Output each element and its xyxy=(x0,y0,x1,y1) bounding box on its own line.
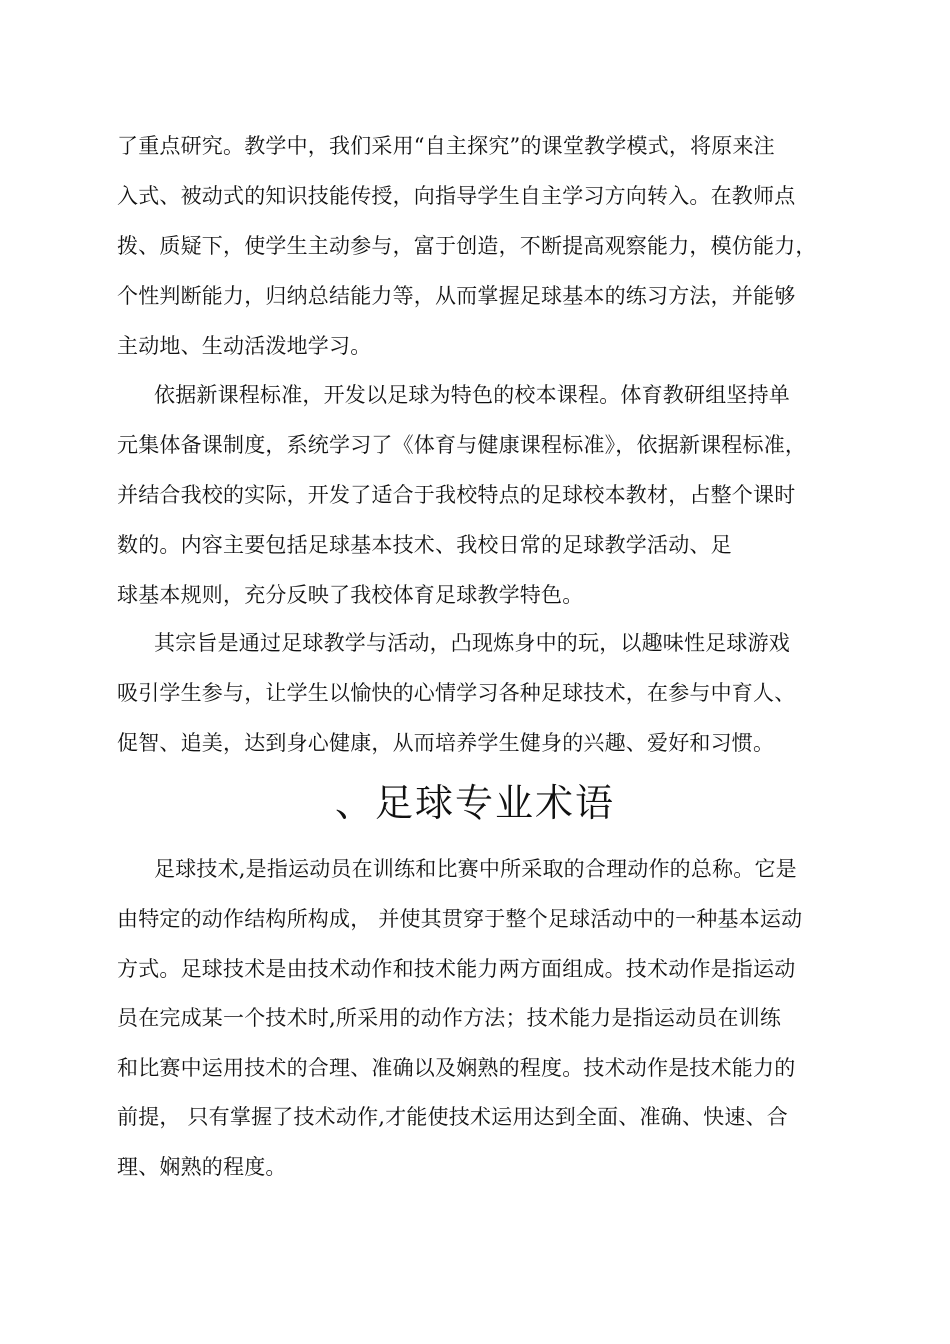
text-line: 促智、追美，达到身心健康，从而培养学生健身的兴趣、爱好和习惯。 xyxy=(117,731,775,755)
text-line: 理、娴熟的程度。 xyxy=(117,1155,287,1179)
text-line: 个性判断能力，归纳总结能力等，从而掌握足球基本的练习方法，并能够 xyxy=(117,284,796,308)
text-line: 了重点研究。教学中，我们采用“自主探究”的课堂教学模式，将原来注 xyxy=(117,134,775,158)
text-line: 数的。内容主要包括足球基本技术、我校日常的足球教学活动、足 xyxy=(117,533,732,557)
text-line: 由特定的动作结构所构成， 并使其贯穿于整个足球活动中的一种基本运动 xyxy=(117,907,803,931)
text-line: 和比赛中运用技术的合理、准确以及娴熟的程度。技术动作是技术能力的 xyxy=(117,1056,796,1080)
text-line: 球基本规则，充分反映了我校体育足球教学特色。 xyxy=(117,583,584,607)
text-line: 并结合我校的实际，开发了适合于我校特点的足球校本教材，占整个课时 xyxy=(117,483,796,507)
text-line: 其宗旨是通过足球教学与活动，凸现炼身中的玩，以趣味性足球游戏 xyxy=(154,631,790,655)
text-line: 元集体备课制度，系统学习了《体育与健康课程标准》，依据新课程标准， xyxy=(117,433,807,457)
text-line: 主动地、生动活泼地学习。 xyxy=(117,334,372,358)
text-line: 前提， 只有掌握了技术动作,才能使技术运用达到全面、准确、快速、合 xyxy=(117,1105,788,1129)
section-heading: 、足球专业术语 xyxy=(334,781,615,825)
text-line: 员在完成某一个技术时,所采用的动作方法；技术能力是指运动员在训练 xyxy=(117,1006,782,1030)
text-line: 吸引学生参与，让学生以愉快的心情学习各种足球技术，在参与中育人、 xyxy=(117,681,796,705)
text-line: 方式。足球技术是由技术动作和技术能力两方面组成。技术动作是指运动 xyxy=(117,957,796,981)
text-line: 足球技术,是指运动员在训练和比赛中所采取的合理动作的总称。它是 xyxy=(154,857,797,881)
text-line: 入式、被动式的知识技能传授，向指导学生自主学习方向转入。在教师点 xyxy=(117,184,796,208)
text-line: 依据新课程标准，开发以足球为特色的校本课程。体育教研组坚持单 xyxy=(154,383,790,407)
text-line: 拨、质疑下，使学生主动参与，富于创造，不断提高观察能力，模仿能力， xyxy=(117,234,817,258)
